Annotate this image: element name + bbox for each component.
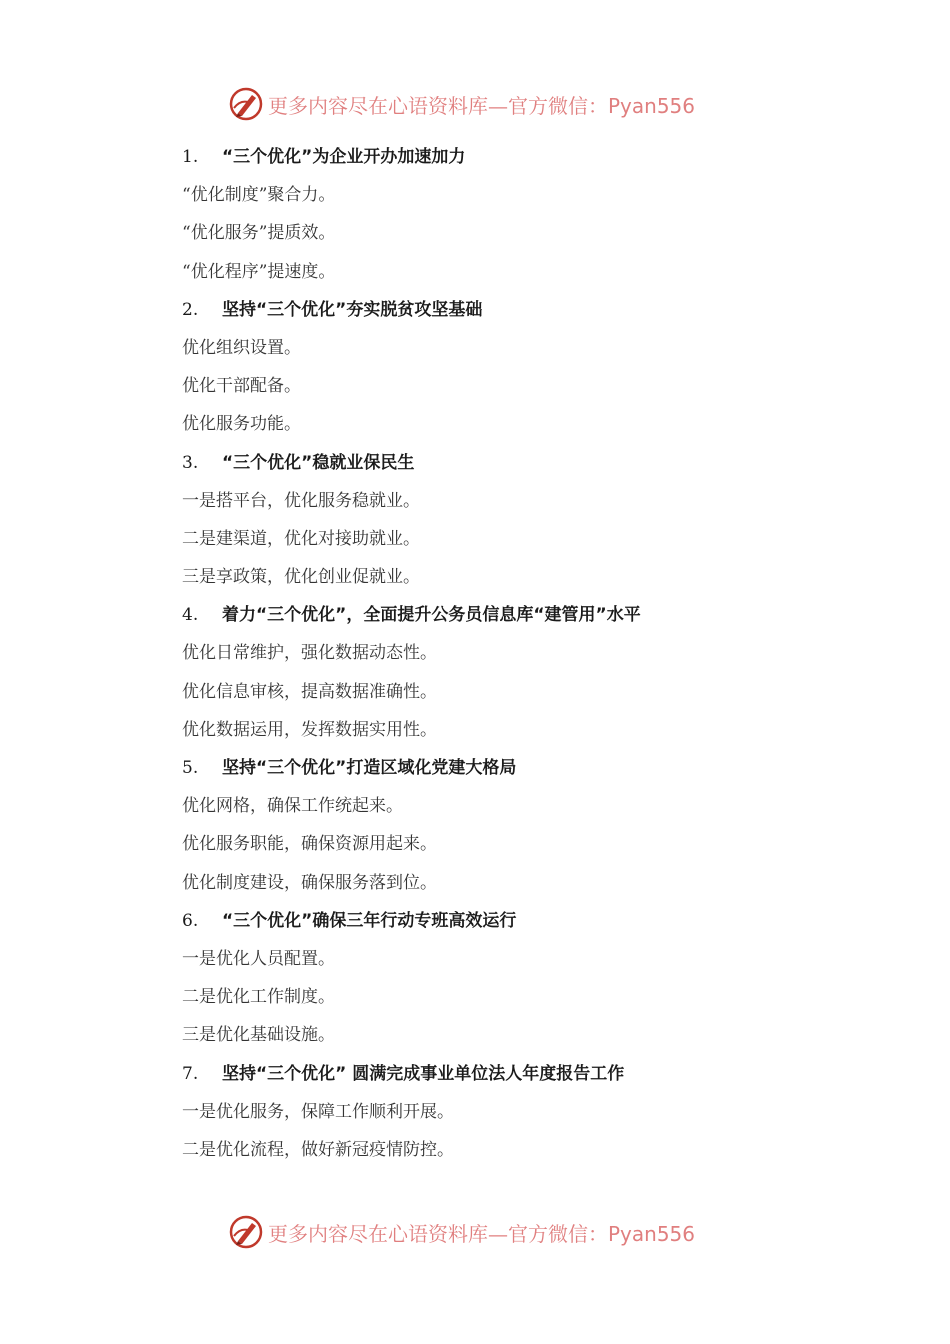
header-banner bbox=[228, 84, 695, 124]
section-3 bbox=[182, 444, 862, 597]
list-item: “优化程序”提速度。 bbox=[182, 261, 336, 282]
section-7 bbox=[182, 1055, 862, 1170]
list-item: “优化服务”提质效。 bbox=[182, 223, 336, 244]
section-heading: 3. “三个优化”稳就业保民生 bbox=[182, 452, 415, 473]
section-heading: 7. 坚持“三个优化” 圆满完成事业单位法人年度报告工作 bbox=[182, 1063, 625, 1084]
list-item: 二是建渠道，优化对接助就业。 bbox=[182, 528, 420, 549]
list-item: 三是优化基础设施。 bbox=[182, 1025, 335, 1046]
section-6 bbox=[182, 902, 862, 1055]
banner-text: 更多内容尽在心语资料库—官方微信：Pyan556 bbox=[268, 93, 696, 118]
pen-logo-icon bbox=[228, 86, 264, 122]
list-item: 优化组织设置。 bbox=[182, 337, 301, 358]
list-item: 优化干部配备。 bbox=[182, 376, 301, 397]
section-heading: 1. “三个优化”为企业开办加速加力 bbox=[182, 147, 466, 167]
banner-text: 更多内容尽在心语资料库—官方微信：Pyan556 bbox=[268, 1221, 696, 1246]
list-item: 优化日常维护，强化数据动态性。 bbox=[182, 643, 437, 664]
list-item: 一是搭平台，优化服务稳就业。 bbox=[182, 490, 420, 511]
list-item: 优化服务职能，确保资源用起来。 bbox=[182, 834, 437, 855]
list-item: 三是享政策，优化创业促就业。 bbox=[182, 567, 420, 588]
list-item: 优化制度建设，确保服务落到位。 bbox=[182, 872, 437, 893]
section-heading: 2. 坚持“三个优化”夯实脱贫攻坚基础 bbox=[182, 299, 483, 320]
list-item: 优化网格，确保工作统起来。 bbox=[182, 796, 403, 817]
list-item: 优化信息审核，提高数据准确性。 bbox=[182, 681, 437, 702]
list-item: 二是优化工作制度。 bbox=[182, 987, 335, 1008]
pen-logo-icon bbox=[228, 1214, 264, 1250]
section-1 bbox=[182, 138, 862, 291]
section-4 bbox=[182, 596, 862, 749]
section-heading: 4. 着力“三个优化”，全面提升公务员信息库“建管用”水平 bbox=[182, 605, 641, 626]
section-5 bbox=[182, 749, 862, 902]
section-heading: 5. 坚持“三个优化”打造区域化党建大格局 bbox=[182, 758, 517, 778]
list-item: 二是优化流程，做好新冠疫情防控。 bbox=[182, 1139, 454, 1160]
section-heading: 6. “三个优化”确保三年行动专班高效运行 bbox=[182, 910, 517, 931]
section-2 bbox=[182, 291, 862, 444]
list-item: “优化制度”聚合力。 bbox=[182, 185, 336, 206]
list-item: 优化服务功能。 bbox=[182, 414, 301, 435]
document-body bbox=[182, 138, 862, 1169]
list-item: 一是优化服务，保障工作顺利开展。 bbox=[182, 1101, 454, 1122]
list-item: 一是优化人员配置。 bbox=[182, 948, 335, 969]
list-item: 优化数据运用，发挥数据实用性。 bbox=[182, 719, 437, 740]
footer-banner bbox=[228, 1212, 695, 1252]
